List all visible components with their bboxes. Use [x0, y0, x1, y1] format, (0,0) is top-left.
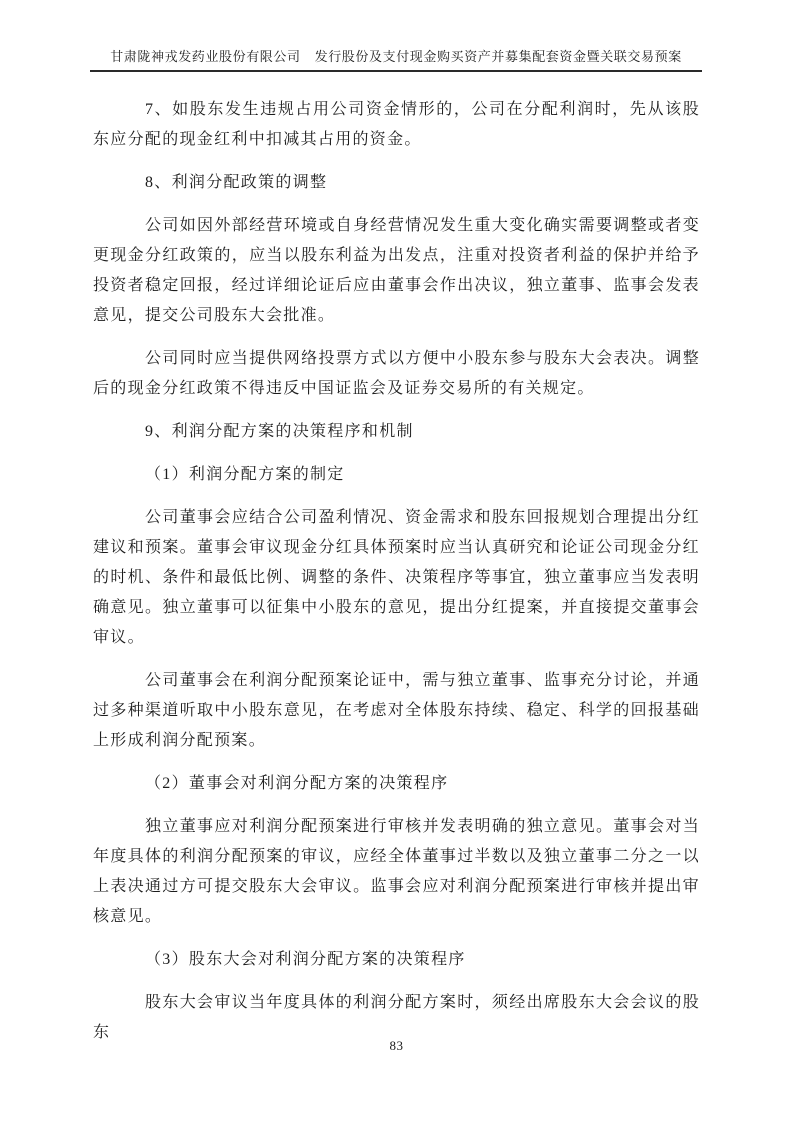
subsection-heading-2: （2）董事会对利润分配方案的决策程序 — [145, 775, 449, 792]
header-document-title: 发行股份及支付现金购买资产并募集配套资金暨关联交易预案 — [314, 49, 682, 64]
paragraph-online-voting: 公司同时应当提供网络投票方式以方便中小股东参与股东大会表决。调整后的现金分红政策不得违反中国证监会及证券交易所的有关规定。 — [93, 350, 700, 397]
paragraph-board-procedure: 独立董事应对利润分配预案进行审核并发表明确的独立意见。董事会对当年度具体的利润分配预案的审议，应经全体董事过半数以及独立董事二分之一以上表决通过方可提交股东大会审议。监事会应对利润分配预案进行审核并提出审核意见。 — [93, 818, 700, 925]
paragraph-board-proposal: 公司董事会应结合公司盈利情况、资金需求和股东回报规划合理提出分红建议和预案。董事会审议现金分红具体预案时应当认真研究和论证公司现金分红的时机、条件和最低比例、调整的条件、决策程序等事宜，独立董事应当发表明确意见。独立董事可以征集中小股东的意见，提出分红提案，并直接提交董事会审议。 — [93, 509, 700, 646]
paragraph-policy-adjust: 公司如因外部经营环境或自身经营情况发生重大变化确实需要调整或者变更现金分红政策的，应当以股东利益为出发点，注重对投资者利益的保护并给予投资者稳定回报，经过详细论证后应由董事会作出决议，独立董事、监事会发表意见，提交公司股东大会批准。 — [93, 217, 700, 324]
page-number: 83 — [389, 1038, 404, 1053]
section-heading-8: 8、利润分配政策的调整 — [145, 174, 328, 191]
page-footer — [0, 1038, 793, 1054]
running-header — [90, 48, 702, 72]
section-heading-9: 9、利润分配方案的决策程序和机制 — [145, 423, 414, 440]
subsection-heading-3: （3）股东大会对利润分配方案的决策程序 — [145, 951, 466, 968]
document-body — [93, 95, 700, 1048]
list-item-7: 7、如股东发生违规占用公司资金情形的，公司在分配利润时，先从该股东应分配的现金红利中扣减其占用的资金。 — [93, 101, 700, 148]
paragraph-board-discussion: 公司董事会在利润分配预案论证中，需与独立董事、监事充分讨论，并通过多种渠道听取中小股东意见，在考虑对全体股东持续、稳定、科学的回报基础上形成利润分配预案。 — [93, 672, 700, 749]
paragraph-shareholders-meeting: 股东大会审议当年度具体的利润分配方案时，须经出席股东大会会议的股东 — [93, 994, 700, 1041]
header-company-name: 甘肃陇神戎发药业股份有限公司 — [110, 49, 301, 64]
subsection-heading-1: （1）利润分配方案的制定 — [145, 466, 345, 483]
